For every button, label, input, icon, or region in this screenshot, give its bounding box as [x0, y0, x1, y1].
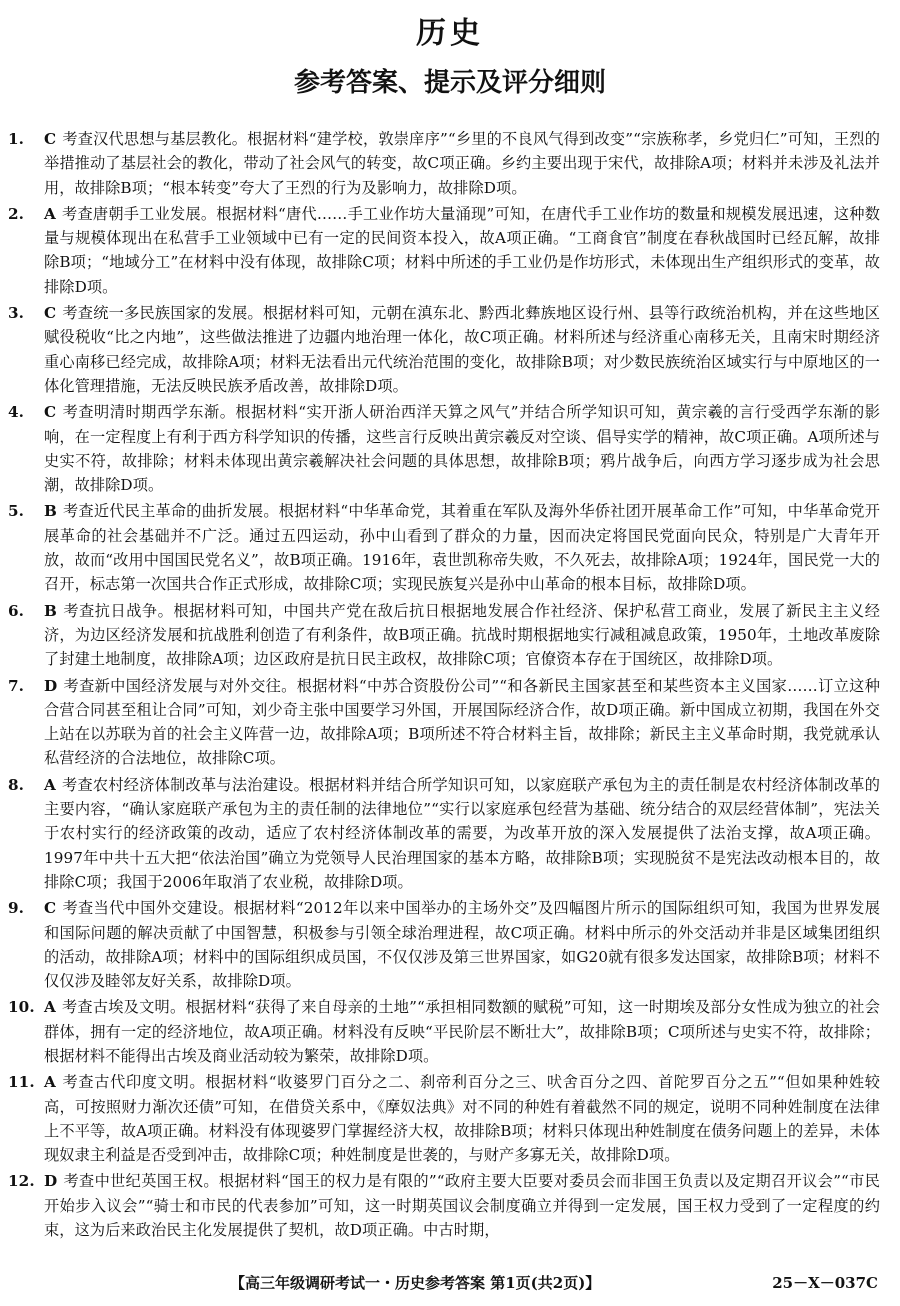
item-answer: A	[44, 998, 56, 1017]
answer-item-3	[8, 301, 880, 398]
item-number: 11.	[8, 1073, 35, 1092]
footer-page-info: 【高三年级调研考试一・历史参考答案 第1页(共2页)】	[230, 1274, 601, 1292]
item-answer: C	[44, 403, 57, 422]
item-answer: A	[44, 204, 56, 223]
page-title: 历史	[416, 16, 484, 51]
item-number: 5.	[8, 502, 25, 521]
item-answer: B	[44, 601, 57, 620]
item-number: 6.	[8, 601, 25, 620]
item-answer: C	[44, 304, 57, 323]
item-answer: D	[44, 676, 58, 695]
item-number: 4.	[8, 403, 25, 422]
footer-exam-code: 25－X－037C	[772, 1274, 878, 1292]
item-explanation: 考查汉代思想与基层教化。根据材料“建学校，敦崇庠序”“乡里的不良风气得到改变”“宗族称孝，乡党归仁”可知，王烈的举措推动了基层社会的教化，带动了社会风气的转变，故C项正确。乡约主要出现于宋代，故排除A项；材料并未涉及礼法并用，故排除B项；“根本转变”夸大了王烈的行为及影响力，故排除D项。	[44, 130, 880, 197]
item-explanation: 考查近代民主革命的曲折发展。根据材料“中华革命党，其着重在军队及海外华侨社团开展革命工作”可知，中华革命党开展革命的社会基础并不广泛。通过五四运动，孙中山看到了群众的力量，因而决定将国民党面向民众，特别是广大青年开放，故而“改用中国国民党名义”，故B项正确。1916年，袁世凯称帝失败，不久死去，故排除A项；1924年，国民党一大的召开，标志第一次国共合作正式形成，故排除C项；实现民族复兴是孙中山革命的根本目标，故排除D项。	[44, 502, 880, 594]
item-explanation: 考查农村经济体制改革与法治建设。根据材料并结合所学知识可知，以家庭联产承包为主的责任制是农村经济体制改革的主要内容，“确认家庭联产承包为主的责任制的法律地位”“实行以家庭承包经营为基础、统分结合的双层经营体制”，宪法关于农村实行的经济政策的改动，适应了农村经济体制改革的需要，为改革开放的深入发展提供了法治支撑，故A项正确。1997年中共十五大把“依法治国”确立为党领导人民治理国家的基本方略，故排除B项；实现脱贫不是宪法改动根本目的，故排除C项；我国于2006年取消了农业税，故排除D项。	[44, 775, 880, 891]
item-number: 8.	[8, 775, 25, 794]
item-explanation: 考查古代印度文明。根据材料“收婆罗门百分之二、刹帝利百分之三、吠舍百分之四、首陀罗百分之五”“但如果种姓较高，可按照财力渐次还债”可知，在借贷关系中，《摩奴法典》对不同的种姓有着截然不同的规定，说明不同种姓制度在法律上不平等，故A项正确。材料没有体现婆罗门掌握经济大权，故排除B项；材料只体现出种姓制度在债务问题上的差异，未体现奴隶主利益是否受到冲击，故排除C项；种姓制度是世袭的，与财产多寡无关，故排除D项。	[44, 1073, 880, 1165]
answer-item-12	[8, 1169, 880, 1242]
item-answer: A	[44, 1073, 56, 1092]
answer-list	[8, 127, 880, 1244]
answer-item-10	[8, 995, 880, 1068]
answer-item-6	[8, 599, 880, 672]
answer-item-2	[8, 202, 880, 299]
item-explanation: 考查明清时期西学东渐。根据材料“实开浙人研治西洋天算之风气”并结合所学知识可知，黄宗羲的言行受西学东渐的影响，在一定程度上有利于西方科学知识的传播，这些言行反映出黄宗羲反对空谈、倡导实学的精神，故C项正确。A项所述与史实不符，故排除；材料未体现出黄宗羲解决社会问题的具体思想，故排除B项；鸦片战争后，向西方学习逐步成为社会思潮，故排除D项。	[44, 403, 880, 495]
answer-item-4	[8, 400, 880, 497]
item-answer: B	[44, 502, 57, 521]
answer-item-7	[8, 674, 880, 771]
answer-item-1	[8, 127, 880, 200]
item-number: 10.	[8, 998, 35, 1017]
answer-item-8	[8, 773, 880, 894]
answer-item-5	[8, 499, 880, 596]
item-explanation: 考查统一多民族国家的发展。根据材料可知，元朝在滇东北、黔西北彝族地区设行州、县等行政统治机构，并在这些地区赋役税收“比之内地”，这些做法推进了边疆内地治理一体化，故C项正确。材料所述与经济重心南移无关，且南宋时期经济重心南移已经完成，故排除A项；材料无法看出元代统治范围的变化，故排除B项；对少数民族统治区域实行与中原地区的一体化管理措施，无法反映民族矛盾改善，故排除D项。	[44, 304, 880, 395]
item-number: 3.	[8, 304, 25, 323]
answer-item-9	[8, 896, 880, 993]
answer-item-11	[8, 1070, 880, 1167]
item-number: 12.	[8, 1172, 35, 1191]
item-number: 1.	[8, 130, 25, 148]
item-explanation: 考查唐朝手工业发展。根据材料“唐代……手工业作坊大量涌现”可知，在唐代手工业作坊的数量和规模发展迅速，这种数量与规模体现出在私营手工业领域中已有一定的民间资本投入，故A项正确。“工商食官”制度在春秋战国时已经瓦解，故排除B项；“地域分工”在材料中没有体现，故排除C项；材料中所述的手工业仍是作坊形式，未体现出生产组织形式的变革，故排除D项。	[44, 204, 880, 296]
page-subtitle: 参考答案、提示及评分细则	[293, 68, 606, 98]
item-explanation: 考查新中国经济发展与对外交往。根据材料“中苏合资股份公司”“和各新民主国家甚至和某些资本主义国家……订立这种合营合同甚至租让合同”可知，刘少奇主张中国要学习外国，开展国际经济合作，故D项正确。新中国成立初期，我国在外交上站在以苏联为首的社会主义阵营一边，故排除A项；B项所述不符合材料主旨，故排除；新民主主义革命时期，我党就承认私营经济的合法地位，故排除C项。	[44, 676, 880, 768]
item-answer: C	[44, 130, 57, 148]
item-explanation: 考查中世纪英国王权。根据材料“国王的权力是有限的”“政府主要大臣要对委员会而非国王负责以及定期召开议会”“市民开始步入议会”“骑士和市民的代表参加”可知，这一时期英国议会制度确立并得到一定发展，国王权力受到了一定程度的约束，这为后来政治民主化发展提供了契机，故D项正确。中古时期，	[44, 1172, 880, 1240]
item-number: 7.	[8, 676, 25, 695]
item-answer: A	[44, 775, 56, 794]
item-explanation: 考查抗日战争。根据材料可知，中国共产党在敌后抗日根据地发展合作社经济、保护私营工商业，发展了新民主主义经济，为边区经济发展和抗战胜利创造了有利条件，故B项正确。抗战时期根据地实行减租减息政策，1950年，土地改革废除了封建土地制度，故排除A项；边区政府是抗日民主政权，故排除C项；官僚资本存在于国统区，故排除D项。	[44, 601, 880, 669]
item-number: 2.	[8, 204, 25, 223]
item-number: 9.	[8, 899, 25, 918]
item-answer: C	[44, 899, 57, 918]
item-explanation: 考查当代中国外交建设。根据材料“2012年以来中国举办的主场外交”及四幅图片所示的国际组织可知，我国为世界发展和国际问题的解决贡献了中国智慧，积极参与引领全球治理进程，故C项正确。材料中所示的外交活动并非是区域集团组织的活动，故排除A项；材料中的国际组织成员国，不仅仅涉及第三世界国家，如G20就有很多发达国家，故排除B项；材料不仅仅涉及睦邻友好关系，故排除D项。	[44, 899, 880, 991]
item-answer: D	[44, 1172, 58, 1191]
item-explanation: 考查古埃及文明。根据材料“获得了来自母亲的土地”“承担相同数额的赋税”可知，这一时期埃及部分女性成为独立的社会群体，拥有一定的经济地位，故A项正确。材料没有反映“平民阶层不断壮大”，故排除B项；C项所述与史实不符，故排除；根据材料不能得出古埃及商业活动较为繁荣，故排除D项。	[44, 998, 880, 1065]
